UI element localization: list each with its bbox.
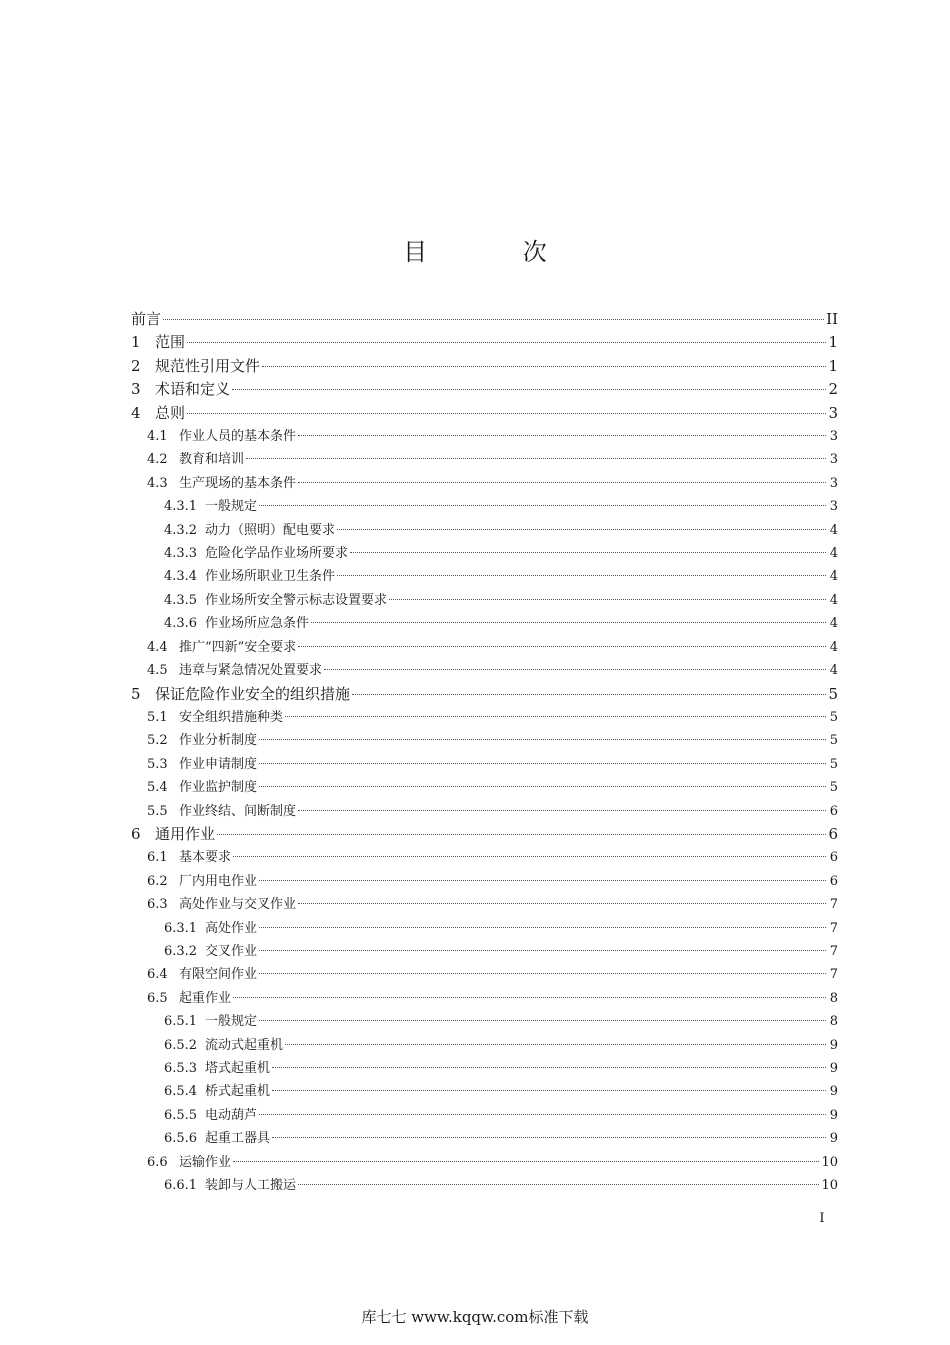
toc-entry-title: 流动式起重机 xyxy=(205,1037,284,1053)
toc-entry-number: 6.1 xyxy=(147,850,168,866)
toc-entry-title: 厂内用电作业 xyxy=(179,873,258,889)
toc-entry-title: 作业场所职业卫生条件 xyxy=(205,569,336,585)
toc-entry-title: 前言 xyxy=(131,310,162,328)
dot-leader xyxy=(259,739,826,740)
toc-entry[interactable] xyxy=(131,987,838,1010)
dot-leader xyxy=(262,366,826,367)
toc-entry-page: 4 xyxy=(829,546,838,562)
toc-entry[interactable] xyxy=(131,846,838,869)
toc-entry-page: 4 xyxy=(829,616,838,632)
toc-entry-title: 高处作业与交叉作业 xyxy=(179,897,297,913)
toc-entry-title: 术语和定义 xyxy=(155,380,231,399)
toc-entry-number: 4.3.3 xyxy=(164,546,198,562)
dot-leader xyxy=(233,856,826,857)
dot-leader xyxy=(298,482,826,483)
toc-entry[interactable] xyxy=(131,753,838,776)
toc-entry-number: 5.3 xyxy=(147,756,168,772)
toc-entry[interactable] xyxy=(131,378,838,401)
dot-leader xyxy=(298,810,826,811)
toc-entry-page: 7 xyxy=(829,897,838,913)
toc-entry-title: 作业场所应急条件 xyxy=(205,616,310,632)
dot-leader xyxy=(352,694,826,695)
toc-entry-title: 作业人员的基本条件 xyxy=(179,429,297,445)
dot-leader xyxy=(311,622,826,623)
dot-leader xyxy=(272,1137,826,1138)
toc-entry-page: 5 xyxy=(829,709,838,725)
toc-entry-title: 高处作业 xyxy=(205,920,258,936)
toc-entry-number: 6.6.1 xyxy=(164,1178,198,1194)
toc-entry-page: 5 xyxy=(829,756,838,772)
toc-entry-title: 塔式起重机 xyxy=(205,1061,271,1076)
toc-entry[interactable] xyxy=(131,448,838,471)
toc-entry-number: 6.3.2 xyxy=(164,943,198,959)
dot-leader xyxy=(337,575,826,576)
toc-entry[interactable] xyxy=(131,495,838,518)
toc-entry[interactable] xyxy=(131,1174,838,1197)
toc-entry-title: 起重工器具 xyxy=(205,1131,271,1147)
dot-leader xyxy=(163,319,824,320)
toc-entry-page: 9 xyxy=(829,1061,838,1076)
dot-leader xyxy=(285,1044,826,1045)
toc-entry-number: 6.5.6 xyxy=(164,1131,198,1147)
toc-entry-page: 3 xyxy=(829,475,838,491)
toc-entry-title: 一般规定 xyxy=(205,1014,258,1030)
toc-entry-number: 3 xyxy=(131,380,141,399)
toc-entry-page: 3 xyxy=(829,452,838,468)
toc-entry-number: 1 xyxy=(131,333,141,352)
toc-entry-page: 8 xyxy=(829,1014,838,1030)
dot-leader xyxy=(246,458,826,459)
toc-entry-page: 5 xyxy=(828,684,838,703)
toc-entry[interactable] xyxy=(131,823,838,846)
toc-entry-number: 5.5 xyxy=(147,803,168,819)
toc-entry-page: 9 xyxy=(829,1107,838,1123)
toc-entry-page: 3 xyxy=(828,403,838,422)
dot-leader xyxy=(232,389,826,390)
toc-entry-title: 有限空间作业 xyxy=(179,967,258,983)
dot-leader xyxy=(233,997,826,998)
toc-entry-page: II xyxy=(826,310,838,328)
toc-entry-title: 桥式起重机 xyxy=(205,1084,271,1100)
toc-entry-number: 4.5 xyxy=(147,663,168,679)
toc-entry-number: 6 xyxy=(131,824,141,843)
toc-entry[interactable] xyxy=(131,1104,838,1127)
table-of-contents xyxy=(131,308,838,1197)
toc-entry[interactable] xyxy=(131,893,838,916)
toc-entry-number: 2 xyxy=(131,356,141,375)
toc-entry-page: 3 xyxy=(829,499,838,515)
toc-entry-page: 6 xyxy=(829,873,838,889)
dot-leader xyxy=(259,1020,826,1021)
toc-entry-title: 作业申请制度 xyxy=(179,756,258,772)
toc-entry-page: 6 xyxy=(829,850,838,866)
toc-entry-page: 10 xyxy=(821,1154,838,1170)
toc-entry-title: 装卸与人工搬运 xyxy=(205,1178,297,1194)
toc-entry-page: 5 xyxy=(829,733,838,749)
toc-entry-title: 作业场所安全警示标志设置要求 xyxy=(205,592,388,608)
toc-entry[interactable] xyxy=(131,800,838,823)
toc-entry-number: 6.5.3 xyxy=(164,1061,198,1076)
toc-entry-number: 6.4 xyxy=(147,967,168,983)
toc-entry-number: 4 xyxy=(131,403,141,422)
footer-watermark-text: 库七七 www.kqqw.com标准下载 xyxy=(361,1308,589,1326)
toc-entry-number: 5.4 xyxy=(147,780,168,796)
dot-leader xyxy=(298,646,826,647)
toc-entry[interactable] xyxy=(131,870,838,893)
toc-entry-page: 10 xyxy=(821,1178,838,1194)
toc-entry-title: 危险化学品作业场所要求 xyxy=(205,546,349,562)
dot-leader xyxy=(259,880,826,881)
toc-entry-page: 9 xyxy=(829,1084,838,1100)
toc-entry[interactable] xyxy=(131,729,838,752)
dot-leader xyxy=(259,973,826,974)
toc-entry[interactable] xyxy=(131,659,838,682)
toc-entry-title: 生产现场的基本条件 xyxy=(179,475,297,491)
toc-entry[interactable] xyxy=(131,636,838,659)
dot-leader xyxy=(259,763,826,764)
toc-entry-number: 6.5.2 xyxy=(164,1037,198,1053)
toc-entry-title: 交叉作业 xyxy=(205,943,258,959)
toc-entry-number: 4.3.1 xyxy=(164,499,198,515)
dot-leader xyxy=(259,1114,826,1115)
toc-entry-number: 5.2 xyxy=(147,733,168,749)
toc-entry-title: 动力（照明）配电要求 xyxy=(205,522,336,538)
toc-entry[interactable] xyxy=(131,331,838,354)
toc-entry-title: 运输作业 xyxy=(179,1154,232,1170)
toc-entry-title: 起重作业 xyxy=(179,990,232,1006)
toc-heading: 目 次 xyxy=(403,238,591,266)
toc-entry[interactable] xyxy=(131,589,838,612)
toc-entry-page: 2 xyxy=(828,380,838,399)
toc-entry-number: 6.5.5 xyxy=(164,1107,198,1123)
toc-entry[interactable] xyxy=(131,917,838,940)
toc-entry-title: 教育和培训 xyxy=(179,452,245,468)
toc-entry[interactable] xyxy=(131,1127,838,1150)
toc-entry-number: 4.3.5 xyxy=(164,592,198,608)
toc-entry-page: 7 xyxy=(829,920,838,936)
toc-entry[interactable] xyxy=(131,472,838,495)
toc-entry[interactable] xyxy=(131,542,838,565)
toc-entry-page: 7 xyxy=(829,967,838,983)
toc-entry-number: 6.2 xyxy=(147,873,168,889)
toc-entry[interactable] xyxy=(131,612,838,635)
toc-entry[interactable] xyxy=(131,1080,838,1103)
toc-entry-page: 4 xyxy=(829,522,838,538)
toc-entry-title: 安全组织措施种类 xyxy=(179,709,284,725)
dot-leader xyxy=(259,786,826,787)
toc-entry-number: 4.3.4 xyxy=(164,569,198,585)
toc-entry-number: 4.3.2 xyxy=(164,522,198,538)
dot-leader xyxy=(217,834,826,835)
toc-entry[interactable] xyxy=(131,683,838,706)
toc-entry-title: 作业分析制度 xyxy=(179,733,258,749)
dot-leader xyxy=(187,413,826,414)
dot-leader xyxy=(324,669,826,670)
toc-entry[interactable] xyxy=(131,402,838,425)
toc-entry[interactable] xyxy=(131,519,838,542)
toc-entry-number: 5.1 xyxy=(147,709,168,725)
toc-entry-number: 6.3 xyxy=(147,897,168,913)
toc-entry[interactable] xyxy=(131,565,838,588)
toc-entry-page: 4 xyxy=(829,592,838,608)
toc-entry[interactable] xyxy=(131,1057,838,1080)
toc-entry-number: 4.3 xyxy=(147,475,168,491)
toc-entry[interactable] xyxy=(131,1034,838,1057)
dot-leader xyxy=(272,1090,826,1091)
dot-leader xyxy=(272,1067,826,1068)
toc-entry-page: 7 xyxy=(829,943,838,959)
toc-entry-title: 推广“四新”安全要求 xyxy=(179,639,297,655)
toc-entry-page: 4 xyxy=(829,639,838,655)
dot-leader xyxy=(233,1161,819,1162)
toc-entry-title: 一般规定 xyxy=(205,499,258,515)
toc-entry[interactable] xyxy=(131,776,838,799)
dot-leader xyxy=(389,599,826,600)
toc-entry-page: 6 xyxy=(829,803,838,819)
dot-leader xyxy=(350,552,826,553)
toc-entry-title: 违章与紧急情况处置要求 xyxy=(179,663,323,679)
dot-leader xyxy=(337,529,826,530)
toc-entry-number: 6.5.1 xyxy=(164,1014,198,1030)
toc-entry-page: 4 xyxy=(829,663,838,679)
toc-entry-number: 4.1 xyxy=(147,429,168,445)
toc-entry-page: 8 xyxy=(829,990,838,1006)
dot-leader xyxy=(298,1184,819,1185)
toc-entry[interactable] xyxy=(131,308,838,331)
dot-leader xyxy=(259,927,826,928)
toc-entry-number: 5 xyxy=(131,684,141,703)
toc-entry-title: 范围 xyxy=(155,333,186,352)
toc-entry-page: 9 xyxy=(829,1037,838,1053)
toc-entry[interactable] xyxy=(131,425,838,448)
dot-leader xyxy=(298,435,826,436)
toc-entry-page: 1 xyxy=(828,356,838,375)
toc-entry-title: 电动葫芦 xyxy=(205,1107,258,1123)
toc-entry[interactable] xyxy=(131,963,838,986)
toc-entry-title: 作业终结、间断制度 xyxy=(179,803,297,819)
toc-entry-title: 规范性引用文件 xyxy=(155,356,261,375)
toc-entry-page: 6 xyxy=(828,824,838,843)
toc-entry-number: 4.3.6 xyxy=(164,616,198,632)
toc-entry[interactable] xyxy=(131,706,838,729)
dot-leader xyxy=(259,950,826,951)
toc-entry-title: 作业监护制度 xyxy=(179,780,258,796)
toc-entry-title: 基本要求 xyxy=(179,850,232,866)
toc-entry-page: 4 xyxy=(829,569,838,585)
dot-leader xyxy=(298,903,826,904)
toc-entry-page: 1 xyxy=(828,333,838,352)
toc-entry-page: 3 xyxy=(829,429,838,445)
toc-entry-page: 9 xyxy=(829,1131,838,1147)
toc-entry[interactable] xyxy=(131,940,838,963)
toc-entry[interactable] xyxy=(131,1010,838,1033)
toc-entry[interactable] xyxy=(131,1151,838,1174)
toc-entry-title: 总则 xyxy=(155,403,186,422)
toc-entry-title: 通用作业 xyxy=(155,824,216,843)
dot-leader xyxy=(187,342,826,343)
toc-entry-title: 保证危险作业安全的组织措施 xyxy=(155,684,351,703)
page-number: I xyxy=(819,1211,825,1226)
toc-entry[interactable] xyxy=(131,355,838,378)
toc-entry-number: 6.5.4 xyxy=(164,1084,198,1100)
toc-entry-number: 4.4 xyxy=(147,639,168,655)
toc-entry-number: 6.5 xyxy=(147,990,168,1006)
toc-entry-page: 5 xyxy=(829,780,838,796)
dot-leader xyxy=(285,716,826,717)
dot-leader xyxy=(259,505,826,506)
toc-entry-number: 6.3.1 xyxy=(164,920,198,936)
toc-entry-number: 4.2 xyxy=(147,452,168,468)
toc-entry-number: 6.6 xyxy=(147,1154,168,1170)
